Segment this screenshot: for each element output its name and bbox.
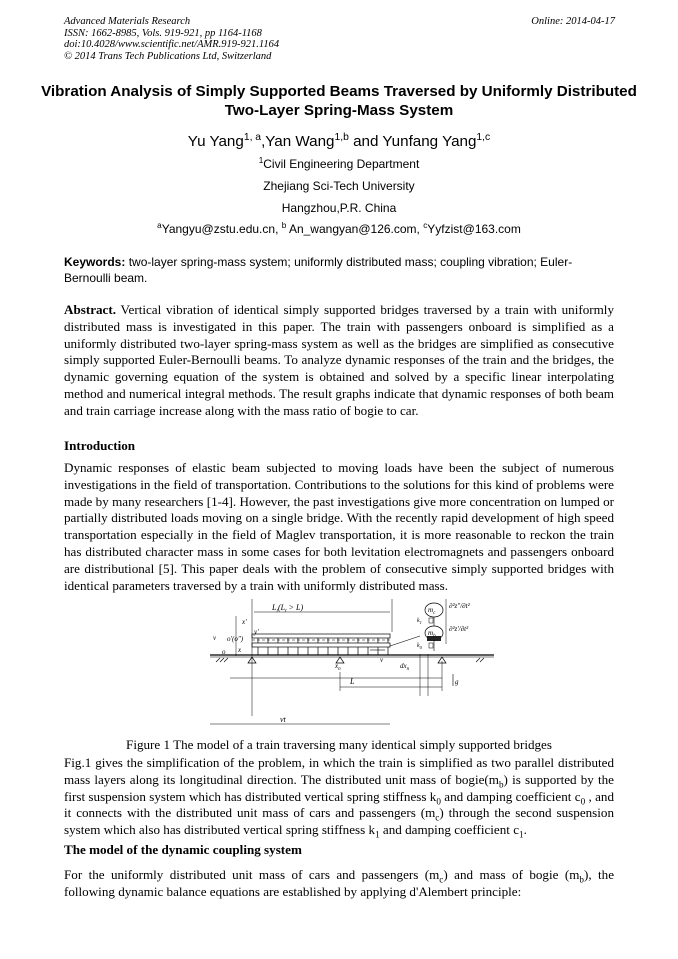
author-sup: 1, a: [243, 131, 262, 143]
label-v: v: [213, 634, 217, 642]
label-y-prime: y': [254, 628, 259, 636]
section-heading-introduction: Introduction: [64, 438, 136, 453]
affiliation-city: Hangzhou,P.R. China: [281, 201, 397, 215]
email-sup: a: [157, 221, 162, 230]
doi-line: doi:10.4028/www.scientific.net/AMR.919-921.1164: [64, 39, 280, 51]
paper-title: Vibration Analysis of Simply Supported Beams Traversed by Uniformly Distributed Two-Layer Spring-Mass System: [41, 83, 637, 119]
label-x: x: [238, 646, 242, 654]
introduction-text: Dynamic responses of elastic beam subjected to moving loads have been the subject of numerous investigations in the field of transportation. Contributions to the solutions for this kind of problems were made by many researchers [1-4]. However, the past investigations give more concentration on lumped or partially distributed loads moving on a single bridge. With the recently rapid development of high speed transportation especially in the field of Maglev transportation, it is more reasonable to reckon the train has distributed character mass in some cases for both levitation electromagnets and passengers onboard are distributional [5]. This paper deals with the problem of consecutive simply supported bridges with identical parameters traversed by a train with uniformly distributed mass.: [64, 460, 614, 593]
figure-caption: Figure 1 The model of a train traversing many identical simply supported bridges: [126, 737, 552, 752]
label-acc-car: ∂²z"/∂t²: [449, 602, 470, 610]
author-emails: [0, 222, 678, 236]
email-c[interactable]: Yyfzist@163.com: [427, 222, 521, 236]
journal-header: [64, 16, 279, 62]
label-v-right: v: [380, 656, 384, 664]
label-mb: $m_b$: [428, 629, 436, 639]
label-acc-bogie: ∂²z'/∂t²: [449, 625, 469, 633]
figure-description: Fig.1 gives the simplification of the problem, in which the train is simplified as two parallel distributed mass layers along its longitudinal direction. The distributed unit mass of $bogie(m_b)$ is supported by the first suspension system which has distributed vertical spring stiffness $k_0$ and damping coefficient $c_0$ , and it connects with the distributed unit mass of cars and passengers $(m_c)$ through the second suspension system which also has distributed vertical spring stiffness $k_1$ and damping coefficient $c_1$.: [64, 755, 615, 840]
email-b[interactable]: An_wangyan@126.com,: [286, 222, 424, 236]
copyright-line: © 2014 Trans Tech Publications Ltd, Switzerland: [64, 50, 272, 62]
dept-sup: 1: [258, 156, 264, 165]
label-train-length: $L_t(L_t > L)$: [272, 603, 304, 614]
keywords-label: Keywords:: [64, 255, 126, 269]
abstract: [64, 302, 614, 420]
label-dxn: $dx_n$: [400, 662, 410, 672]
section-heading-model: The model of the dynamic coupling system: [64, 842, 302, 857]
email-a[interactable]: Yangyu@zstu.edu.cn,: [161, 222, 282, 236]
abstract-label: Abstract.: [64, 302, 116, 317]
affiliation-dept: [0, 157, 678, 171]
author-name: Yu Yang: [187, 133, 244, 150]
label-xn: $x_n$: [335, 662, 341, 672]
dept-text: Civil Engineering Department: [263, 157, 420, 171]
email-sup: c: [423, 221, 428, 230]
online-date: Online: 2014-04-17: [531, 16, 615, 27]
issn-line: ISSN: 1662-8985, Vols. 919-921, pp 1164-1168: [64, 27, 262, 39]
author-sup: 1,c: [476, 131, 491, 143]
abstract-text: Vertical vibration of identical simply supported bridges traversed by a train with uniformly distributed mass is investigated in this paper. The train with passengers onboard is simplified as a uniformly distributed two-layer spring-mass system as well as the bridges are simplified as consecutive simply supported Euler-Bernoulli beams. To analyze dynamic responses of the train and the bridges, the dynamic governing equation of the system is obtained and solved by a specific linear interpolating method and numerical integral methods. The result graphs indicate that dynamic responses of both beam and train carriage increase along with the mass ratio of bogie to car.: [64, 302, 614, 418]
author-name: and Yunfang Yang: [348, 133, 477, 150]
author-sup: 1,b: [334, 131, 349, 143]
label-k1: $k_1$: [417, 618, 422, 625]
journal-name: Advanced Materials Research: [64, 16, 191, 27]
label-origin-prime: o'(o"): [227, 635, 244, 643]
keywords: [64, 255, 615, 286]
author-list: [0, 133, 678, 150]
affiliation-university: Zhejiang Sci-Tech University: [263, 179, 415, 193]
author-name: ,Yan Wang: [261, 133, 335, 150]
label-mc: $m_c$: [428, 606, 436, 616]
label-k0: $k_0$: [417, 643, 422, 650]
label-origin: o: [222, 648, 226, 656]
email-sup: b: [281, 221, 287, 230]
keywords-text: two-layer spring-mass system; uniformly distributed mass; coupling vibration; Euler-Bernoulli beam.: [64, 255, 573, 285]
model-text: For the uniformly distributed unit mass of cars and passengers $(m_c)$ and mass of bogie $(m_b)$, the following dynamic balance equations are established by applying d'Alembert principle:: [64, 867, 615, 899]
figure-train-bridge-model: [210, 596, 540, 731]
label-span-L: L: [350, 677, 355, 686]
label-gravity: g: [455, 678, 459, 686]
label-vt: vt: [280, 715, 286, 724]
label-x-prime: x': [242, 618, 247, 626]
